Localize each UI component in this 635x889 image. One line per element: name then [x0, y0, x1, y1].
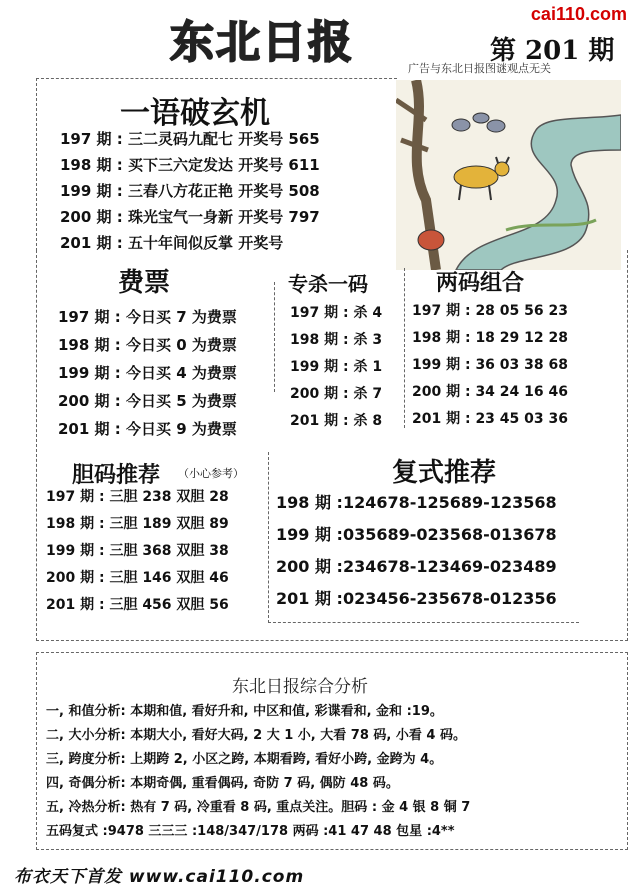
- fushi-title: 复式推荐: [392, 458, 497, 488]
- liangma-list: [412, 300, 568, 435]
- danma-note: （小心参考）: [178, 467, 244, 480]
- analysis-row: 一, 和值分析: 本期和值, 看好升和, 中区和值, 彩谍看和, 金和 :19。: [46, 704, 443, 719]
- feipiao-title: 费票: [118, 268, 171, 298]
- yiyu-row: 197 期 : 三二灵码九配七 开奖号 565: [60, 130, 320, 148]
- danma-title: 胆码推荐: [72, 462, 161, 488]
- fushi-list: [276, 490, 557, 618]
- analysis-row: 二, 大小分析: 本期大小, 看好大码, 2 大 1 小, 大看 78 码, 小看 4 码。: [46, 728, 466, 743]
- danma-list: [46, 486, 229, 621]
- analysis-row: 五码复式 :9478 三三三 :148/347/178 两码 :41 47 48 包星 :4**: [46, 824, 455, 839]
- zhuansha-row: 199 期 : 杀 1: [290, 359, 383, 375]
- liangma-row: 198 期 : 18 29 12 28: [412, 330, 568, 346]
- masthead-title: 东北日报: [170, 17, 354, 68]
- zhuansha-row: 197 期 : 杀 4: [290, 305, 383, 321]
- feipiao-row: 200 期 : 今日买 5 为费票: [58, 392, 237, 410]
- danma-row: 201 期 : 三胆 456 双胆 56: [46, 597, 229, 613]
- zhuansha-row: 198 期 : 杀 3: [290, 332, 383, 348]
- feipiao-row: 198 期 : 今日买 0 为费票: [58, 336, 237, 354]
- analysis-row: 四, 奇偶分析: 本期奇偶, 重看偶码, 奇防 7 码, 偶防 48 码。: [46, 776, 399, 791]
- zhuansha-title: 专杀一码: [288, 272, 368, 296]
- yiyu-list: [60, 128, 320, 258]
- danma-row: 200 期 : 三胆 146 双胆 46: [46, 570, 229, 586]
- fushi-row: 200 期 :234678-123469-023489: [276, 557, 557, 576]
- zhuansha-row: 201 期 : 杀 8: [290, 413, 383, 429]
- danma-row: 199 期 : 三胆 368 双胆 38: [46, 543, 229, 559]
- yiyu-row: 198 期 : 买下三六定发达 开奖号 611: [60, 156, 320, 174]
- danma-row: 198 期 : 三胆 189 双胆 89: [46, 516, 229, 532]
- fushi-row: 199 期 :035689-023568-013678: [276, 525, 557, 544]
- liangma-divider: [404, 268, 405, 428]
- analysis-row: 五, 冷热分析: 热有 7 码, 冷重看 8 码, 重点关注。胆码 : 金 4 银 8 铜 7: [46, 800, 471, 815]
- yiyu-row: 200 期 : 珠光宝气一身新 开奖号 797: [60, 208, 320, 226]
- site-link[interactable]: cai110.com: [530, 4, 627, 24]
- yiyu-row: 199 期 : 三春八方花正艳 开奖号 508: [60, 182, 320, 200]
- feipiao-row: 199 期 : 今日买 4 为费票: [58, 364, 237, 382]
- analysis-title: 东北日报综合分析: [232, 677, 368, 697]
- fushi-row: 201 期 :023456-235678-012356: [276, 589, 557, 608]
- liangma-title: 两码组合: [436, 270, 525, 296]
- liangma-row: 200 期 : 34 24 16 46: [412, 384, 568, 400]
- feipiao-list: [58, 306, 237, 446]
- liangma-row: 197 期 : 28 05 56 23: [412, 303, 568, 319]
- feipiao-row: 197 期 : 今日买 7 为费票: [58, 308, 237, 326]
- zhuansha-list: [290, 302, 382, 437]
- footer-text: 布衣天下首发 www.cai110.com: [14, 867, 305, 887]
- yiyu-row: 201 期 : 五十年间似反掌 开奖号: [60, 234, 284, 252]
- ox-illustration: [396, 80, 621, 270]
- fushi-row: 198 期 :124678-125689-123568: [276, 493, 557, 512]
- analysis-row: 三, 跨度分析: 上期跨 2, 小区之跨, 本期看跨, 看好小跨, 金跨为 4。: [46, 752, 443, 767]
- liangma-row: 201 期 : 23 45 03 36: [412, 411, 568, 427]
- zhuansha-row: 200 期 : 杀 7: [290, 386, 383, 402]
- yiyu-title: 一语破玄机: [120, 96, 270, 131]
- zhuansha-divider: [274, 282, 275, 392]
- issue-number: 第 201 期: [490, 36, 615, 66]
- danma-row: 197 期 : 三胆 238 双胆 28: [46, 489, 229, 505]
- feipiao-row: 201 期 : 今日买 9 为费票: [58, 420, 237, 438]
- disclaimer: 广告与东北日报图谜观点无关: [408, 62, 551, 75]
- analysis-list: [46, 700, 470, 844]
- liangma-row: 199 期 : 36 03 38 68: [412, 357, 568, 373]
